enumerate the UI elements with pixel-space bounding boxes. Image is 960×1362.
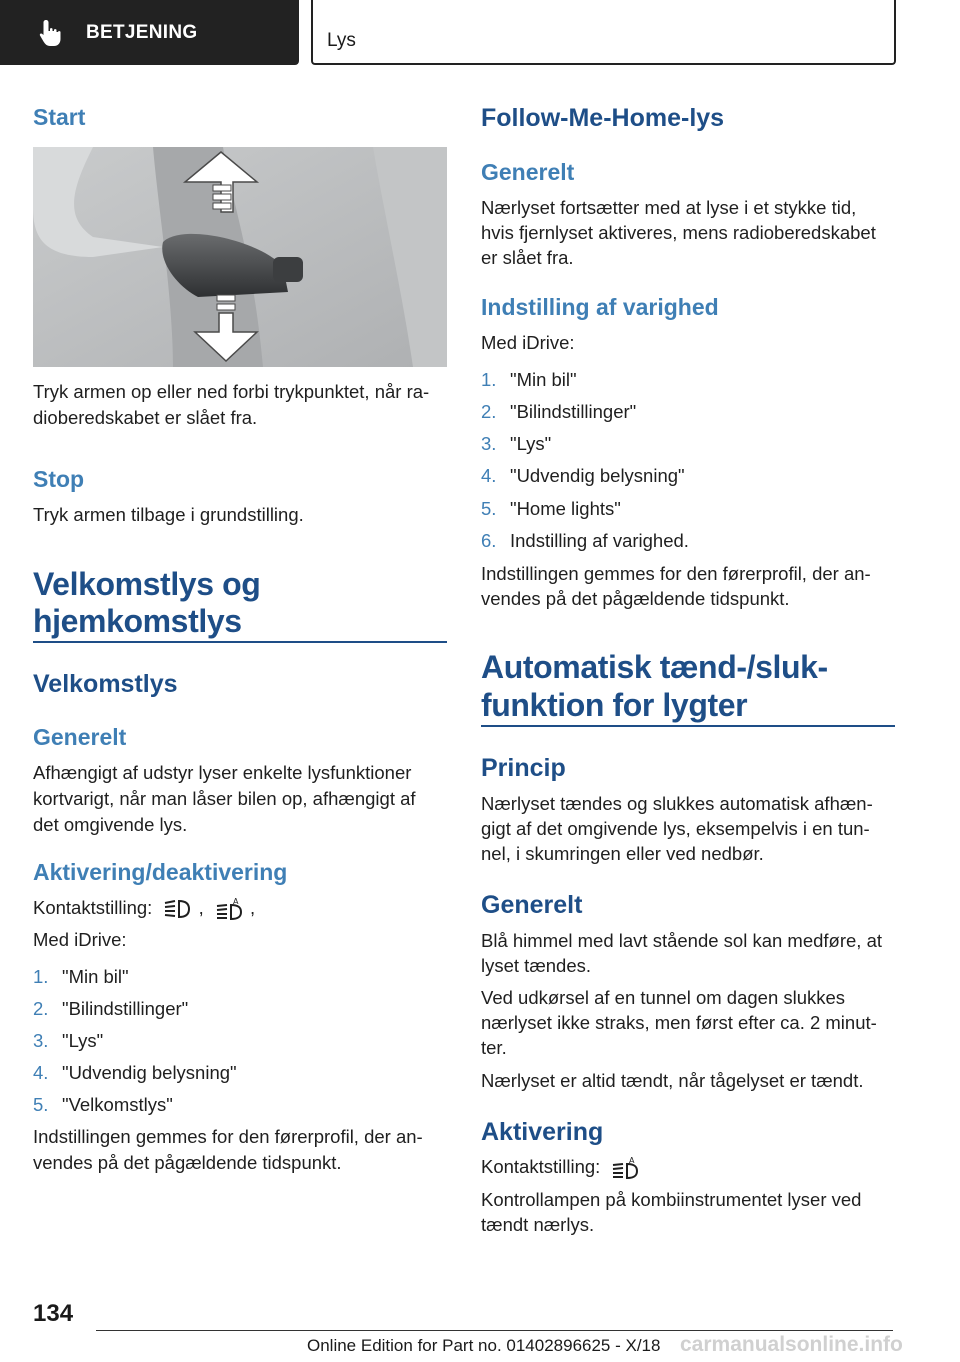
list-number: 1. — [33, 966, 49, 987]
chapter-title-auto-line-2: funktion for lygter — [481, 687, 748, 723]
list-number: 3. — [33, 1030, 49, 1051]
kontakt-separator-2: , — [250, 897, 256, 918]
princip-text-line-1: Nærlyset tændes og slukkes automatisk afhæn‐ — [481, 793, 873, 814]
varighed-heading: Indstilling af varighed — [481, 294, 719, 320]
list-number: 2. — [33, 998, 49, 1019]
list-text: "Velkomstlys" — [62, 1094, 173, 1115]
list-number: 5. — [33, 1094, 49, 1115]
svg-text:A: A — [232, 897, 239, 907]
generelt-text-line-3: det omgivende lys. — [33, 814, 188, 835]
list-number: 4. — [481, 465, 497, 486]
generelt-text-line-1: Afhængigt af udstyr lyser enkelte lysfunktioner — [33, 762, 412, 783]
list-number: 3. — [481, 433, 497, 454]
start-heading: Start — [33, 104, 86, 130]
list-text: "Udvendig belysning" — [62, 1062, 237, 1083]
generelt2-p3: Nærlyset er altid tændt, når tågelyset er tændt. — [481, 1070, 864, 1091]
chapter-title-welcome-line-1: Velkomstlys og — [33, 566, 261, 602]
idrive-label-left: Med iDrive: — [33, 929, 127, 950]
auto-headlight-icon — [209, 897, 245, 921]
list-text: "Lys" — [62, 1030, 104, 1051]
fmh-text-line-1: Nærlyset fortsætter med at lyse i et stykke tid, — [481, 197, 857, 218]
list-number: 4. — [33, 1062, 49, 1083]
generelt2-p2-line-2: nærlyset ikke straks, men først efter ca. 2 minut‐ — [481, 1012, 877, 1033]
chapter-title-welcome-line-2: hjemkomstlys — [33, 603, 242, 639]
idrive-label-right: Med iDrive: — [481, 332, 575, 353]
header-section-tab — [0, 0, 299, 65]
generelt2-p2-line-3: ter. — [481, 1037, 507, 1058]
hand-pointer-icon — [38, 18, 64, 48]
note-left-line-1: Indstillingen gemmes for den førerprofil, der an‐ — [33, 1126, 423, 1147]
aktivering-text-line-2: tændt nærlys. — [481, 1214, 595, 1235]
footer-edition: Online Edition for Part no. 01402896625 - X/18 — [307, 1336, 661, 1355]
kontaktstilling-label: Kontaktstilling: — [33, 897, 153, 918]
list-text: "Bilindstillinger" — [510, 401, 637, 422]
kontaktstilling-label: Kontaktstilling: — [481, 1156, 601, 1177]
list-text: "Lys" — [510, 433, 552, 454]
chapter-rule-right — [481, 725, 895, 727]
list-number: 5. — [481, 498, 497, 519]
start-caption-line-2: dioberedskabet er slået fra. — [33, 407, 258, 428]
list-number: 6. — [481, 530, 497, 551]
princip-heading: Princip — [481, 754, 566, 782]
auto-headlight-icon — [605, 1156, 641, 1180]
chapter-title-auto-line-1: Automatisk tænd-/sluk‐ — [481, 649, 828, 685]
chapter-rule-left — [33, 641, 447, 643]
stop-heading: Stop — [33, 466, 85, 492]
note-right-line-1: Indstillingen gemmes for den førerprofil, der an‐ — [481, 563, 871, 584]
stop-text: Tryk armen tilbage i grundstilling. — [33, 504, 304, 525]
aktivering-heading: Aktivering — [481, 1118, 604, 1146]
generelt-heading-right-2: Generelt — [481, 891, 583, 919]
lever-illustration — [33, 147, 447, 367]
follow-me-home-heading: Follow-Me-Home-lys — [481, 104, 725, 132]
generelt2-p1-line-1: Blå himmel med lavt stående sol kan medføre, at — [481, 930, 883, 951]
kontaktstilling-row-left — [33, 895, 255, 921]
kontakt-separator-1: , — [198, 897, 204, 918]
list-number: 2. — [481, 401, 497, 422]
headlight-icon — [157, 897, 193, 921]
note-right-line-2: vendes på det pågældende tidspunkt. — [481, 588, 790, 609]
list-number: 1. — [481, 369, 497, 390]
list-text: Indstilling af varighed. — [510, 530, 689, 551]
list-text: "Min bil" — [510, 369, 577, 390]
list-text: "Home lights" — [510, 498, 621, 519]
generelt2-p1-line-2: lyset tændes. — [481, 955, 592, 976]
list-text: "Bilindstillinger" — [62, 998, 189, 1019]
footer-rule — [96, 1330, 893, 1331]
header-chapter-box — [311, 0, 896, 65]
fmh-text-line-3: er slået fra. — [481, 247, 574, 268]
kontaktstilling-row-right — [481, 1154, 641, 1180]
svg-text:A: A — [629, 1156, 635, 1166]
watermark: carmanualsonline.info — [680, 1333, 903, 1356]
header-chapter-title: Lys — [327, 30, 356, 51]
generelt-heading-right: Generelt — [481, 159, 575, 185]
note-left-line-2: vendes på det pågældende tidspunkt. — [33, 1152, 342, 1173]
generelt-text-line-2: kortvarigt, når man låser bilen op, afhængigt af — [33, 788, 416, 809]
princip-text-line-3: nel, i skumringen eller ved nedbør. — [481, 843, 764, 864]
fmh-text-line-2: hvis fjernlyset aktiveres, mens radioberedskabet — [481, 222, 876, 243]
aktivering-text-line-1: Kontrollampen på kombiinstrumentet lyser ved — [481, 1189, 862, 1210]
list-text: "Min bil" — [62, 966, 129, 987]
aktivering-deaktivering-heading: Aktivering/deaktivering — [33, 859, 288, 885]
start-caption-line-1: Tryk armen op eller ned forbi trykpunktet, når ra‐ — [33, 381, 430, 402]
list-text: "Udvendig belysning" — [510, 465, 685, 486]
generelt-heading-left: Generelt — [33, 724, 127, 750]
page-number: 134 — [33, 1300, 74, 1327]
generelt2-p2-line-1: Ved udkørsel af en tunnel om dagen slukkes — [481, 987, 846, 1008]
header-section-title: BETJENING — [86, 21, 198, 43]
princip-text-line-2: gigt af det omgivende lys, eksempelvis i en tun‐ — [481, 818, 870, 839]
velkomstlys-heading: Velkomstlys — [33, 670, 178, 698]
stalk-lever-figure — [33, 147, 447, 367]
